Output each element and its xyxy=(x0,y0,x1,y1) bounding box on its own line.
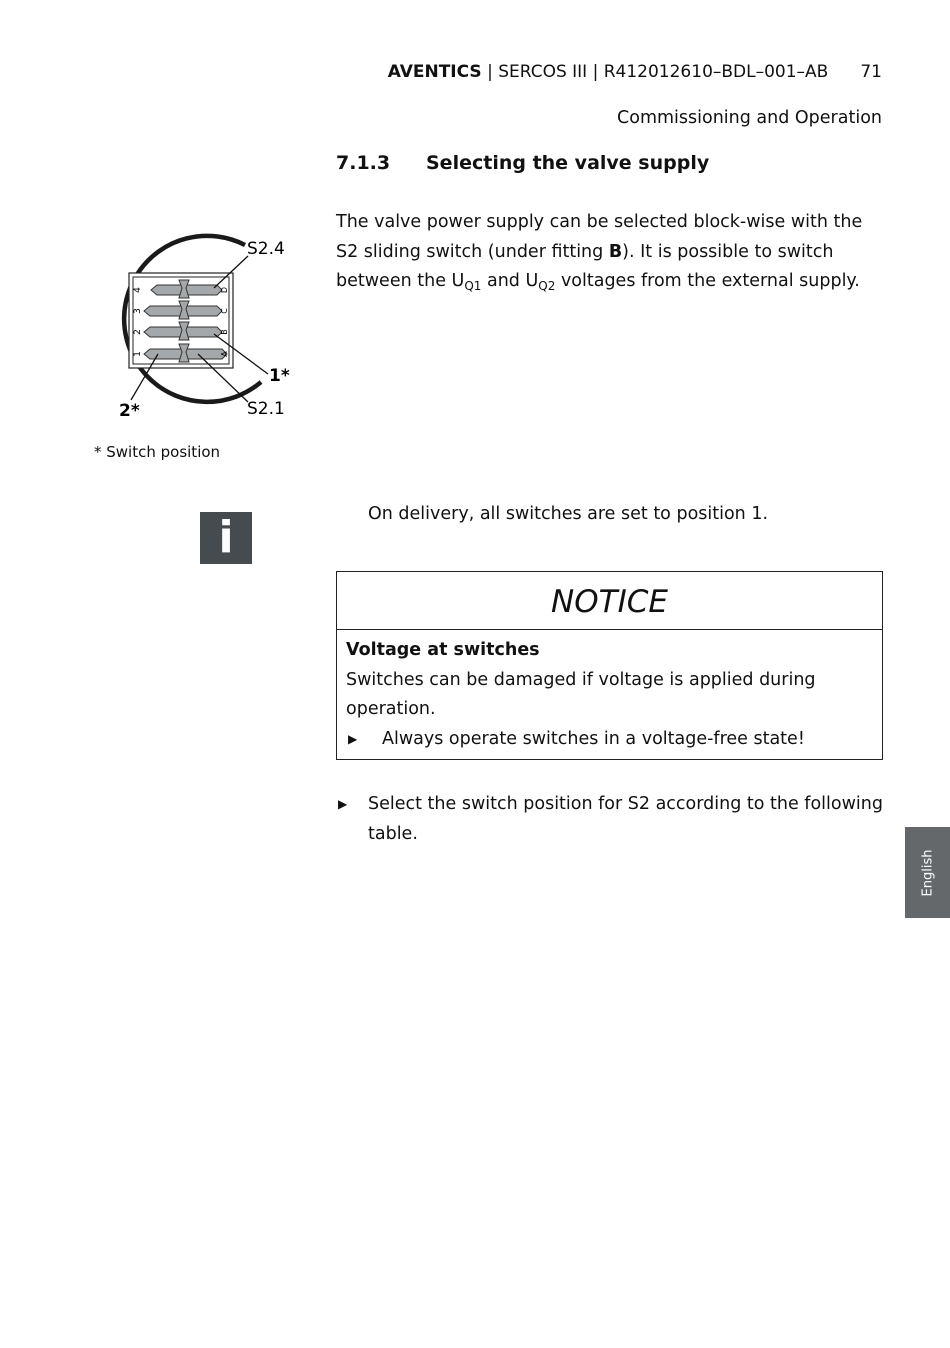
label-s2-1: S2.1 xyxy=(247,399,285,419)
row-number-3: 3 xyxy=(133,308,143,314)
section-heading xyxy=(336,152,709,174)
notice-title: NOTICE xyxy=(337,572,882,630)
section-number: 7.1.3 xyxy=(336,152,391,174)
step-text: Select the switch position for S2 according to the following table. xyxy=(368,794,883,844)
notice-instruction-text: Always operate switches in a voltage-free state! xyxy=(382,728,805,749)
info-note: On delivery, all switches are set to position 1. xyxy=(368,504,769,524)
intro-text-3: and U xyxy=(481,271,539,291)
switch-diagram xyxy=(88,228,302,428)
step-item xyxy=(336,790,884,849)
intro-paragraph xyxy=(336,208,884,297)
label-position-1: 1* xyxy=(269,366,290,386)
notice-subtitle: Voltage at switches xyxy=(346,640,540,660)
row-letter-b: B xyxy=(220,329,229,335)
language-label: English xyxy=(920,849,935,896)
row-letter-a: A xyxy=(220,351,229,357)
row-number-4: 4 xyxy=(133,287,143,293)
document-id: | SERCOS III | R412012610–BDL–001–AB xyxy=(481,62,829,82)
page-number: 71 xyxy=(860,62,882,82)
triangle-bullet-icon: ▶ xyxy=(338,797,348,811)
language-tab xyxy=(905,827,950,918)
label-s2-4: S2.4 xyxy=(247,239,285,259)
voltage-subscript-q2: Q2 xyxy=(538,279,556,293)
notice-box xyxy=(336,571,883,760)
notice-body xyxy=(337,630,882,754)
triangle-bullet-icon: ▶ xyxy=(348,731,358,746)
intro-text-1: The valve power supply can be selected block-wise with the S2 sliding switch (under fitting xyxy=(336,212,863,262)
label-position-2: 2* xyxy=(119,401,140,421)
info-icon: i xyxy=(200,512,252,564)
intro-text-2: ). It is possible to switch between the U xyxy=(336,241,834,291)
chapter-name: Commissioning and Operation xyxy=(617,108,882,128)
row-letter-c: C xyxy=(220,308,229,314)
row-number-1: 1 xyxy=(133,351,143,357)
intro-text-4: voltages from the external supply. xyxy=(555,271,860,291)
instruction-step xyxy=(336,790,884,849)
page-header xyxy=(300,62,882,82)
notice-instruction xyxy=(346,725,874,755)
row-number-2: 2 xyxy=(133,329,143,335)
row-letter-d: D xyxy=(220,286,229,294)
figure-caption: * Switch position xyxy=(94,443,221,461)
voltage-subscript-q1: Q1 xyxy=(464,279,482,293)
notice-text: Switches can be damaged if voltage is applied during operation. xyxy=(346,669,816,719)
brand-name: AVENTICS xyxy=(387,62,482,82)
section-title: Selecting the valve supply xyxy=(426,152,710,174)
fitting-label: B xyxy=(608,241,623,262)
